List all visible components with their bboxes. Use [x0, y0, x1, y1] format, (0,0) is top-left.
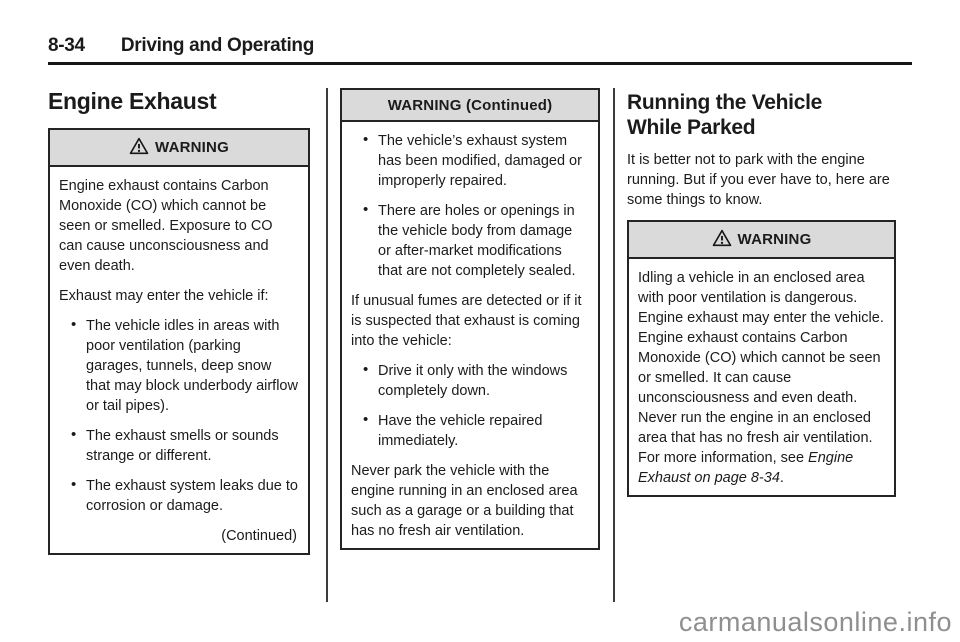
warning-triangle-icon	[712, 229, 732, 251]
continued-note: (Continued)	[221, 528, 297, 544]
warning-box-continued	[340, 88, 600, 550]
bullet-item: • The exhaust system leaks due to corrosion or damage.	[59, 476, 299, 516]
cross-reference: Engine Exhaust on page 8-34	[638, 450, 854, 486]
warning-box-idling	[627, 220, 896, 497]
warning-bullet-list	[351, 361, 589, 451]
column-warning-continued	[340, 88, 600, 550]
warning-box-header	[629, 222, 894, 259]
warning-label: WARNING	[737, 231, 812, 248]
page-number: 8-34	[48, 35, 85, 56]
column-engine-exhaust	[48, 88, 310, 555]
running-parked-title: Running the Vehicle While Parked	[627, 91, 822, 139]
page-running-header	[48, 34, 912, 65]
warning-bullet-list	[59, 316, 299, 516]
bullet-item: • The exhaust smells or sounds strange or different.	[59, 426, 299, 466]
warning-box-body	[50, 167, 308, 553]
period: .	[779, 470, 784, 486]
warning-triangle-icon	[129, 137, 149, 159]
bullet-item: • The vehicle idles in areas with poor ventilation (parking garages, tunnels, deep snow that may block underbody airflow or tail pipes).	[59, 316, 299, 416]
running-parked-intro-wrap	[627, 150, 912, 210]
warning-label: WARNING	[155, 139, 229, 156]
bullet-item: • Have the vehicle repaired immediately.	[351, 411, 589, 451]
warning-text: Idling a vehicle in an enclosed area with poor ventilation is dangerous. Engine exhaust may enter the vehicle. Engine exhaust contains Carbon Monoxide (CO) which cannot be seen or smelled. It can cause unconsciousness and even death. Never run the engine in an enclosed area that has no fresh air ventilation. For more information, see	[638, 270, 884, 466]
warning-continued-label: WARNING (Continued)	[387, 97, 553, 114]
warning-box-header	[342, 90, 598, 122]
warning-paragraph: If unusual fumes are detected or if it is suspected that exhaust is coming into the vehicle:	[351, 293, 582, 349]
column-divider	[613, 88, 615, 602]
warning-box-body	[342, 122, 598, 548]
warning-box-body	[629, 259, 894, 495]
warning-box-header	[50, 130, 308, 167]
bullet-item: • There are holes or openings in the vehicle body from damage or after-market modifications that are not completely sealed.	[351, 201, 589, 281]
watermark-text: carmanualsonline.info	[678, 607, 952, 637]
column-running-while-parked	[627, 88, 912, 497]
warning-bullet-list	[351, 131, 589, 281]
bullet-item: • The vehicle’s exhaust system has been modified, damaged or improperly repaired.	[351, 131, 589, 191]
warning-paragraph: Engine exhaust contains Carbon Monoxide (CO) which cannot be seen or smelled. Exposure to CO can cause unconsciousness and even death.	[59, 178, 273, 274]
chapter-title: Driving and Operating	[120, 35, 315, 56]
column-divider	[326, 88, 328, 602]
three-column-layout	[48, 88, 912, 602]
engine-exhaust-title: Engine Exhaust	[48, 88, 217, 114]
intro-paragraph: It is better not to park with the engine running. But if you ever have to, here are some things to know.	[627, 152, 890, 208]
warning-paragraph	[638, 268, 885, 488]
warning-paragraph: Exhaust may enter the vehicle if:	[59, 288, 269, 304]
warning-box-engine-exhaust	[48, 128, 310, 555]
bullet-item: • Drive it only with the windows completely down.	[351, 361, 589, 401]
warning-paragraph: Never park the vehicle with the engine running in an enclosed area such as a garage or a building that has no fresh air ventilation.	[351, 463, 578, 539]
